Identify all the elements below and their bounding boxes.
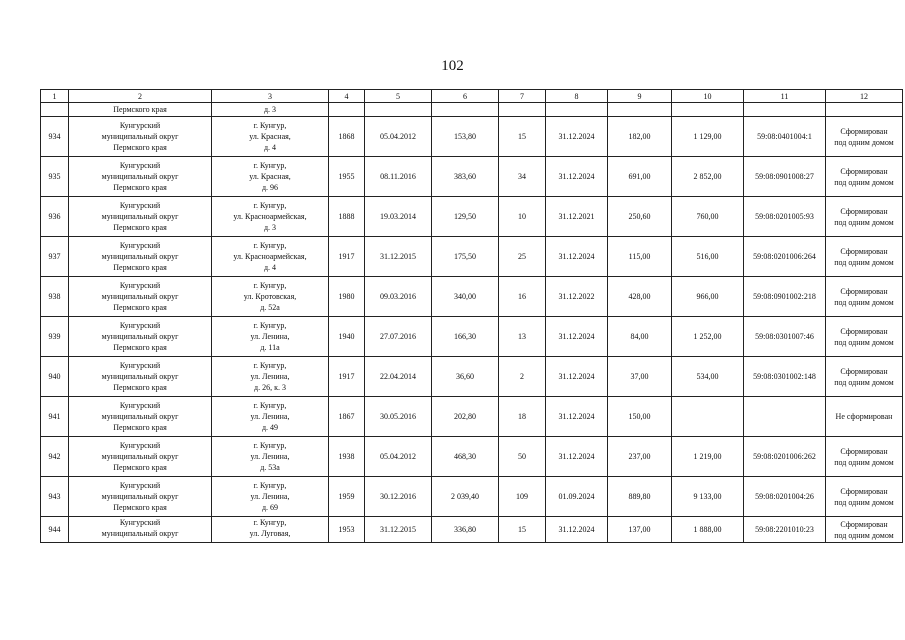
cell-address-line: г. Кунгур,	[253, 481, 287, 490]
header-cell: 12	[826, 90, 903, 103]
cell-deadline: 31.12.2024	[546, 157, 608, 197]
cell-date: 09.03.2016	[365, 277, 432, 317]
cell-date: 19.03.2014	[365, 197, 432, 237]
cell-deadline: 01.09.2024	[546, 477, 608, 517]
cell-status	[826, 397, 903, 437]
cell-year: 1888	[329, 197, 365, 237]
cell-year: 1867	[329, 397, 365, 437]
cell-value-9: 237,00	[608, 437, 672, 477]
header-cell: 11	[744, 90, 826, 103]
cell-address-line: д. 4	[263, 263, 277, 272]
cell-address-line: д. 49	[261, 423, 279, 432]
cell-cadastral: 59:08:0301007:46	[744, 317, 826, 357]
cell-count: 50	[499, 437, 546, 477]
table-row	[41, 277, 903, 317]
cell-value-10	[672, 397, 744, 437]
cell-date: 31.12.2015	[365, 517, 432, 543]
cell-value-9: 182,00	[608, 117, 672, 157]
cell-address-line: д. 69	[261, 503, 279, 512]
cell-district	[69, 357, 212, 397]
cell-district	[69, 477, 212, 517]
cell-value-10: 1 219,00	[672, 437, 744, 477]
cell-district-line: Пермского края	[113, 463, 167, 472]
cell-district-line: Пермского края	[113, 223, 167, 232]
table-row	[41, 117, 903, 157]
cell-district-line: Кунгурский	[119, 441, 161, 450]
cell-count: 2	[499, 357, 546, 397]
cell-status-line: Сформирован	[840, 519, 888, 529]
cell-value-10: 1 252,00	[672, 317, 744, 357]
cell-district-line: Кунгурский	[119, 241, 161, 250]
cell-address-line: д. 96	[261, 183, 279, 192]
cell-count: 34	[499, 157, 546, 197]
cell-status-line: под одним домом	[834, 457, 894, 467]
cell-count: 15	[499, 117, 546, 157]
cell-address-line: г. Кунгур,	[253, 201, 287, 210]
cell-area: 175,50	[432, 237, 499, 277]
cell-address-line: ул. Красная,	[249, 132, 291, 141]
cell-district-line: муниципальный округ	[101, 372, 179, 381]
cell-status	[826, 237, 903, 277]
cell-address	[212, 397, 329, 437]
table-row	[41, 317, 903, 357]
header-cell: 5	[365, 90, 432, 103]
cell-status	[826, 197, 903, 237]
cell-cadastral: 59:08:0201006:264	[744, 237, 826, 277]
cell-district	[69, 277, 212, 317]
cell-date: 05.04.2012	[365, 437, 432, 477]
cell-address-line: г. Кунгур,	[253, 401, 287, 410]
cell-status-line: Сформирован	[840, 486, 888, 496]
cell-address	[212, 317, 329, 357]
cell-address-line: г. Кунгур,	[253, 161, 287, 170]
cell-deadline: 31.12.2024	[546, 237, 608, 277]
cell-cadastral: 59:08:0901002:218	[744, 277, 826, 317]
cell-area: 36,60	[432, 357, 499, 397]
table-row	[41, 437, 903, 477]
cell-address-line: г. Кунгур,	[253, 441, 287, 450]
cell-district-line: Пермского края	[113, 383, 167, 392]
table-row	[41, 157, 903, 197]
cell-district-line: муниципальный округ	[101, 252, 179, 261]
cell-status-line: Сформирован	[840, 286, 888, 296]
cell-num: 942	[41, 437, 69, 477]
header-cell: 8	[546, 90, 608, 103]
cell-num: 943	[41, 477, 69, 517]
cell-address-line: г. Кунгур,	[253, 281, 287, 290]
continued-row	[41, 103, 903, 117]
cell-district-line: Кунгурский	[119, 121, 161, 130]
cell-address	[212, 157, 329, 197]
cell-address-line: ул. Ленина,	[250, 332, 290, 341]
table-row	[41, 477, 903, 517]
cell-status-line: под одним домом	[834, 337, 894, 347]
cell-district	[69, 237, 212, 277]
cell-address-line: ул. Ленина,	[250, 372, 290, 381]
cell-value-9: 691,00	[608, 157, 672, 197]
table-row	[41, 237, 903, 277]
cell-address-line: д. 4	[263, 143, 277, 152]
cell-address	[212, 437, 329, 477]
cell-area: 153,80	[432, 117, 499, 157]
cell-address	[212, 357, 329, 397]
header-cell: 6	[432, 90, 499, 103]
cell-address	[212, 517, 329, 543]
header-cell: 4	[329, 90, 365, 103]
cell-address-line: д. 3	[263, 223, 277, 232]
cell-address-line: д. 26, к. 3	[254, 383, 286, 392]
cell-num: 935	[41, 157, 69, 197]
cell-date: 31.12.2015	[365, 237, 432, 277]
cell-district-line: муниципальный округ	[101, 492, 179, 501]
cell-status	[826, 357, 903, 397]
table-row	[41, 517, 903, 543]
table-row	[41, 397, 903, 437]
cell-value-10: 516,00	[672, 237, 744, 277]
cell-value-10: 760,00	[672, 197, 744, 237]
cell-value-9: 115,00	[608, 237, 672, 277]
cell-year: 1938	[329, 437, 365, 477]
cell-deadline: 31.12.2024	[546, 117, 608, 157]
cell-district-line: Пермского края	[113, 503, 167, 512]
cell-address-line: ул. Ленина,	[250, 452, 290, 461]
cell-cadastral: 59:08:0201006:262	[744, 437, 826, 477]
cell-num: 934	[41, 117, 69, 157]
cell-status	[826, 477, 903, 517]
cell-status-line: под одним домом	[834, 377, 894, 387]
cell-status-line: под одним домом	[834, 530, 894, 540]
cell-area: 336,80	[432, 517, 499, 543]
cell-value-9: 150,00	[608, 397, 672, 437]
cell-num: 940	[41, 357, 69, 397]
cell-num: 937	[41, 237, 69, 277]
cell-year: 1953	[329, 517, 365, 543]
cell-num: 944	[41, 517, 69, 543]
cell-value-9: 428,00	[608, 277, 672, 317]
cell-district-line: Пермского края	[113, 143, 167, 152]
cell-value-10: 534,00	[672, 357, 744, 397]
cell-num: 941	[41, 397, 69, 437]
cell-deadline: 31.12.2022	[546, 277, 608, 317]
header-cell: 10	[672, 90, 744, 103]
cell-district-line: Кунгурский	[119, 401, 161, 410]
cell-district-line: Кунгурский	[119, 321, 161, 330]
cell-cadastral: 59:08:0201005:93	[744, 197, 826, 237]
cell-address-line: ул. Красноармейская,	[233, 212, 307, 221]
cell-address-line: ул. Кротовская,	[243, 292, 297, 301]
cell-num: 936	[41, 197, 69, 237]
cell-value-9: 137,00	[608, 517, 672, 543]
cell-value-9: 889,80	[608, 477, 672, 517]
cell-year: 1955	[329, 157, 365, 197]
cell-value-10: 9 133,00	[672, 477, 744, 517]
header-cell: 9	[608, 90, 672, 103]
cell-district-line: Кунгурский	[119, 281, 161, 290]
cell-district	[69, 517, 212, 543]
cell-address	[212, 277, 329, 317]
cell-status-line: под одним домом	[834, 257, 894, 267]
cell-area: 166,30	[432, 317, 499, 357]
cell-district	[69, 437, 212, 477]
cell-status-line: Сформирован	[840, 446, 888, 456]
cell-district	[69, 397, 212, 437]
header-cell: 1	[41, 90, 69, 103]
cell-district-line: муниципальный округ	[101, 332, 179, 341]
cell-district: Пермского края	[69, 103, 212, 117]
cell-value-10: 966,00	[672, 277, 744, 317]
cell-status-line: Сформирован	[840, 166, 888, 176]
cell-status-line: Сформирован	[840, 206, 888, 216]
cell-address-line: ул. Ленина,	[250, 492, 290, 501]
cell-address-line: д. 52а	[260, 303, 280, 312]
cell-count: 109	[499, 477, 546, 517]
cell-district-line: муниципальный округ	[101, 132, 179, 141]
cell-count: 15	[499, 517, 546, 543]
cell-status	[826, 157, 903, 197]
cell-value-9: 84,00	[608, 317, 672, 357]
cell-area: 468,30	[432, 437, 499, 477]
cell-area: 383,60	[432, 157, 499, 197]
cell-address: д. 3	[212, 103, 329, 117]
cell-address	[212, 197, 329, 237]
table-row	[41, 357, 903, 397]
cell-area: 202,80	[432, 397, 499, 437]
cell-district-line: Кунгурский	[119, 361, 161, 370]
register-table	[40, 89, 903, 543]
cell-district-line: муниципальный округ	[101, 172, 179, 181]
cell-year: 1980	[329, 277, 365, 317]
cell-district-line: Пермского края	[113, 183, 167, 192]
header-cell: 2	[69, 90, 212, 103]
cell-district	[69, 117, 212, 157]
header-row	[41, 90, 903, 103]
cell-status-line: под одним домом	[834, 137, 894, 147]
cell-deadline: 31.12.2024	[546, 357, 608, 397]
cell-district-line: Пермского края	[113, 343, 167, 352]
cell-num	[41, 103, 69, 117]
cell-district	[69, 317, 212, 357]
cell-address-line: г. Кунгур,	[253, 518, 287, 527]
cell-date: 30.12.2016	[365, 477, 432, 517]
cell-address-line: д. 11а	[260, 343, 280, 352]
cell-value-10: 1 129,00	[672, 117, 744, 157]
cell-status-line: под одним домом	[834, 497, 894, 507]
cell-address-line: ул. Луговая,	[249, 529, 291, 538]
cell-cadastral: 59:08:0401004:1	[744, 117, 826, 157]
cell-district-line: Кунгурский	[119, 201, 161, 210]
cell-area: 2 039,40	[432, 477, 499, 517]
cell-year: 1868	[329, 117, 365, 157]
cell-count: 10	[499, 197, 546, 237]
cell-deadline: 31.12.2024	[546, 397, 608, 437]
cell-date: 05.04.2012	[365, 117, 432, 157]
cell-district-line: Пермского края	[113, 423, 167, 432]
cell-address-line: г. Кунгур,	[253, 361, 287, 370]
cell-district-line: Кунгурский	[119, 481, 161, 490]
cell-district-line: Пермского края	[113, 263, 167, 272]
cell-status-line: под одним домом	[834, 177, 894, 187]
cell-district-line: Кунгурский	[119, 161, 161, 170]
cell-area: 340,00	[432, 277, 499, 317]
cell-date: 22.04.2014	[365, 357, 432, 397]
cell-num: 938	[41, 277, 69, 317]
cell-district-line: муниципальный округ	[101, 412, 179, 421]
cell-status-line: Сформирован	[840, 246, 888, 256]
cell-status-line: под одним домом	[834, 297, 894, 307]
cell-value-10: 2 852,00	[672, 157, 744, 197]
cell-cadastral: 59:08:0901008:27	[744, 157, 826, 197]
cell-deadline: 31.12.2024	[546, 517, 608, 543]
table-body	[41, 90, 903, 543]
cell-district-line: муниципальный округ	[101, 212, 179, 221]
cell-value-9: 250,60	[608, 197, 672, 237]
table-row	[41, 197, 903, 237]
cell-num: 939	[41, 317, 69, 357]
cell-status-line: Сформирован	[840, 126, 888, 136]
header-cell: 3	[212, 90, 329, 103]
cell-value-9: 37,00	[608, 357, 672, 397]
cell-district-line: муниципальный округ	[101, 452, 179, 461]
cell-district	[69, 197, 212, 237]
cell-address-line: д. 53а	[260, 463, 280, 472]
cell-status	[826, 117, 903, 157]
cell-district-line: муниципальный округ	[101, 292, 179, 301]
cell-address-line: г. Кунгур,	[253, 321, 287, 330]
cell-address	[212, 237, 329, 277]
cell-address	[212, 477, 329, 517]
cell-status-line: Не сформирован	[835, 412, 893, 421]
cell-cadastral: 59:08:0201004:26	[744, 477, 826, 517]
cell-count: 18	[499, 397, 546, 437]
cell-cadastral	[744, 397, 826, 437]
cell-address-line: ул. Красноармейская,	[233, 252, 307, 261]
cell-status	[826, 517, 903, 543]
cell-deadline: 31.12.2024	[546, 437, 608, 477]
cell-deadline: 31.12.2024	[546, 317, 608, 357]
cell-address-line: ул. Ленина,	[250, 412, 290, 421]
cell-year: 1959	[329, 477, 365, 517]
cell-cadastral: 59:08:2201010:23	[744, 517, 826, 543]
cell-address-line: ул. Красная,	[249, 172, 291, 181]
cell-date: 30.05.2016	[365, 397, 432, 437]
cell-year: 1917	[329, 357, 365, 397]
cell-date: 27.07.2016	[365, 317, 432, 357]
cell-status	[826, 437, 903, 477]
cell-district-line: муниципальный округ	[101, 529, 179, 538]
cell-status	[826, 317, 903, 357]
cell-deadline: 31.12.2021	[546, 197, 608, 237]
cell-count: 25	[499, 237, 546, 277]
header-cell: 7	[499, 90, 546, 103]
cell-address	[212, 117, 329, 157]
cell-district-line: Кунгурский	[119, 518, 161, 527]
cell-year: 1940	[329, 317, 365, 357]
cell-count: 16	[499, 277, 546, 317]
cell-cadastral: 59:08:0301002:148	[744, 357, 826, 397]
cell-address-line: г. Кунгур,	[253, 241, 287, 250]
cell-status	[826, 277, 903, 317]
cell-count: 13	[499, 317, 546, 357]
page-number: 102	[441, 58, 464, 74]
cell-status-line: Сформирован	[840, 366, 888, 376]
cell-year: 1917	[329, 237, 365, 277]
cell-district	[69, 157, 212, 197]
cell-status-line: под одним домом	[834, 217, 894, 227]
cell-status-line: Сформирован	[840, 326, 888, 336]
cell-address-line: г. Кунгур,	[253, 121, 287, 130]
cell-district-line: Пермского края	[113, 303, 167, 312]
cell-area: 129,50	[432, 197, 499, 237]
cell-date: 08.11.2016	[365, 157, 432, 197]
cell-value-10: 1 888,00	[672, 517, 744, 543]
